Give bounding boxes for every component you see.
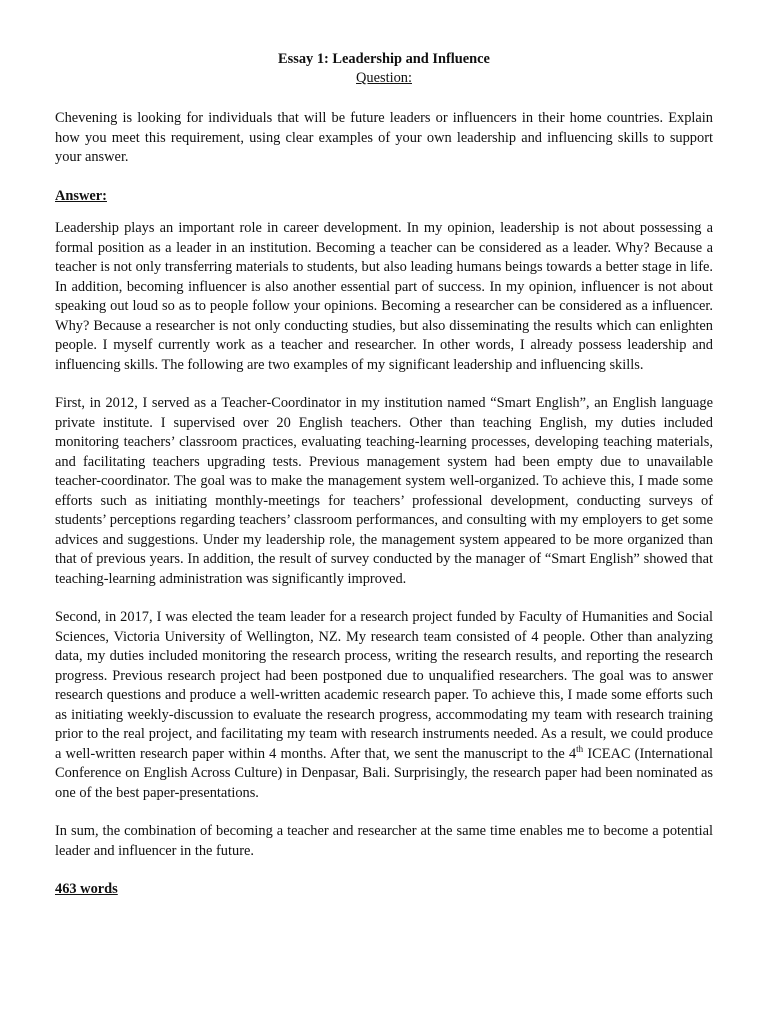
paragraph-3-text-start: Second, in 2017, I was elected the team leader for a research project funded by Faculty of Humanities and Social Sciences, Victoria University of Wellington, NZ. My research team consisted of 4 people. Other than analyzing data, my duties included monitoring the research process, writing the research results, and reporting the research progress. Previous research project had been postponed due to unqualified researchers. The goal was to answer research questions and produce a well-written academic research paper. To achieve this, I made some efforts such as initiating weekly-discussion to evaluate the research progress, accommodating my team with research training prior to the real project, and facilitating my team with research instruments needed. As a result, we could produce a well-written research paper within 4 months. After that, we sent the manuscript to the 4 (55, 609, 713, 762)
question-text: Chevening is looking for individuals that will be future leaders or influencers in their home countries. Explain how you meet this requirement, using clear examples of your own leadership and influencing skills to support your answer. (55, 110, 713, 165)
answer-label: Answer: (55, 187, 107, 204)
answer-paragraph-4: In sum, the combination of becoming a teacher and researcher at the same time enables me to become a potential leader and influencer in the future. (55, 823, 713, 859)
essay-title: Essay 1: Leadership and Influence (278, 51, 490, 67)
paragraph-3-text-end: ICEAC (International Conference on English Across Culture) in Denpasar, Bali. Surprisingly, the research paper had been nominated as one of the best paper-presentations. (55, 745, 713, 801)
essay-page (55, 50, 713, 900)
word-count: 463 words (55, 881, 118, 897)
answer-paragraph-1: Leadership plays an important role in career development. In my opinion, leadership is not about possessing a formal position as a leader in an institution. Becoming a teacher can be considered as a leader. Why? Because a teacher is not only transferring materials to students, but also leading humans beings towards a better stage in life. In addition, becoming influencer is also another essential part of success. In my opinion, influencer is not about speaking out loud so as to people follow your opinions. Becoming a researcher can be considered as a influencer. Why? Because a researcher is not only conducting studies, but also disseminating the results which can enlighten people. I myself currently work as a teacher and researcher. In other words, I already possess leadership and influencing skills. The following are two examples of my significant leadership and influencing skills. (55, 220, 713, 373)
answer-paragraph-2: First, in 2012, I served as a Teacher-Coordinator in my institution named “Smart English”, an English language private institute. I supervised over 20 English teachers. Other than teaching English, my duties included monitoring teachers’ classroom practices, evaluating teaching-learning processes, developing teaching materials, and facilitating teachers upgrading tests. Previous management system had been empty due to unavailable teacher-coordinator. The goal was to make the management system well-organized. To achieve this, I made some efforts such as initiating monthly-meetings for teachers’ professional development, conducting surveys of students’ perceptions regarding teachers’ classroom performances, and consulting with my employers to get some advices and suggestions. Under my leadership role, the management system appeared to be more organized than that of previous years. In addition, the result of survey conducted by the manager of “Smart English” showed that teaching-learning administration was significantly improved. (55, 395, 713, 587)
question-label: Question: (356, 70, 412, 86)
ordinal-superscript: th (576, 743, 584, 754)
answer-paragraph-3 (55, 608, 713, 803)
